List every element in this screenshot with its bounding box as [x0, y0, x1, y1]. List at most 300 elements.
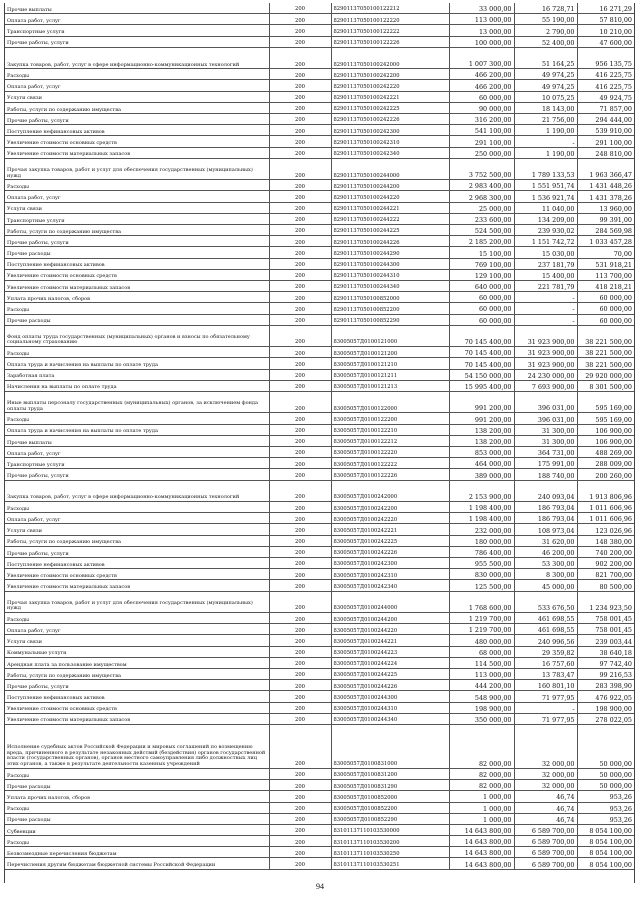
- row-budget-code: 82901137050100244222: [331, 213, 449, 224]
- row-line-code: 200: [269, 535, 331, 546]
- row-line-code: 200: [269, 380, 331, 391]
- row-budget-code: 82901137050100242300: [331, 125, 449, 136]
- row-executed-amount: 11 040,00: [514, 202, 577, 213]
- row-budget-code: 83005057Д0100242226: [331, 546, 449, 557]
- row-budget-code: 83005057Д0100242310: [331, 569, 449, 580]
- row-unexecuted-amount: 1 963 366,47: [577, 158, 634, 180]
- row-budget-code: 83005057Д0100852000: [331, 791, 449, 802]
- row-approved-amount: 316 200,00: [449, 114, 514, 125]
- row-budget-code: 83005057Д0100244223: [331, 646, 449, 657]
- row-name: Увеличение стоимости основных средств: [5, 569, 269, 580]
- row-name: Оплата работ, услуг: [5, 447, 269, 458]
- table-row: [5, 36, 634, 47]
- row-approved-amount: 138 200,00: [449, 424, 514, 435]
- row-budget-code: 82901137050100242340: [331, 147, 449, 158]
- row-name: Расходы: [5, 413, 269, 424]
- row-name: Прочие выплаты: [5, 435, 269, 446]
- row-line-code: 200: [269, 768, 331, 779]
- row-approved-amount: 466 200,00: [449, 80, 514, 91]
- row-unexecuted-amount: 956 135,75: [577, 47, 634, 69]
- row-line-code: 200: [269, 624, 331, 635]
- table-row: [5, 314, 634, 325]
- table-row: [5, 191, 634, 202]
- row-line-code: 200: [269, 314, 331, 325]
- row-executed-amount: -: [514, 292, 577, 303]
- row-unexecuted-amount: 416 225,75: [577, 80, 634, 91]
- row-executed-amount: 240 996,56: [514, 635, 577, 646]
- row-executed-amount: 29 359,82: [514, 646, 577, 657]
- table-row: [5, 847, 634, 858]
- row-line-code: 200: [269, 691, 331, 702]
- row-name: Поступление нефинансовых активов: [5, 258, 269, 269]
- row-approved-amount: 14 643 800,00: [449, 824, 514, 835]
- table-row: [5, 724, 634, 768]
- row-unexecuted-amount: 38 221 500,00: [577, 325, 634, 347]
- table-row: [5, 158, 634, 180]
- row-executed-amount: 31 300,00: [514, 424, 577, 435]
- row-name: Поступление нефинансовых активов: [5, 558, 269, 569]
- table-row: [5, 613, 634, 624]
- row-executed-amount: 186 793,04: [514, 513, 577, 524]
- row-executed-amount: 1 190,00: [514, 125, 577, 136]
- row-name: Услуги связи: [5, 635, 269, 646]
- row-unexecuted-amount: 70,00: [577, 247, 634, 258]
- row-line-code: 200: [269, 836, 331, 847]
- row-executed-amount: 1 151 742,72: [514, 236, 577, 247]
- row-name: Прочие расходы: [5, 247, 269, 258]
- table-row: [5, 236, 634, 247]
- row-budget-code: 83005057Д0100242220: [331, 513, 449, 524]
- row-unexecuted-amount: 8 054 100,00: [577, 836, 634, 847]
- row-name: Оплата работ, услуг: [5, 14, 269, 25]
- row-name: Прочие расходы: [5, 314, 269, 325]
- row-budget-code: 82901137050100242200: [331, 69, 449, 80]
- row-budget-code: 83005057Д0100242221: [331, 524, 449, 535]
- row-executed-amount: 461 698,55: [514, 624, 577, 635]
- table-row: [5, 147, 634, 158]
- row-line-code: 200: [269, 358, 331, 369]
- table-row: [5, 69, 634, 80]
- row-approved-amount: 350 000,00: [449, 713, 514, 724]
- row-approved-amount: 82 000,00: [449, 724, 514, 768]
- row-name: Прочие работы, услуги: [5, 546, 269, 557]
- row-name: Работы, услуги по содержанию имущества: [5, 102, 269, 113]
- row-approved-amount: 1 198 400,00: [449, 513, 514, 524]
- row-line-code: 200: [269, 247, 331, 258]
- row-line-code: 200: [269, 91, 331, 102]
- row-name: Оплата работ, услуг: [5, 513, 269, 524]
- row-name: Прочие расходы: [5, 780, 269, 791]
- row-budget-code: 82901137050100244200: [331, 180, 449, 191]
- row-line-code: 200: [269, 303, 331, 314]
- row-budget-code: 83005057Д0100831000: [331, 724, 449, 768]
- row-name: Увеличение стоимости основных средств: [5, 702, 269, 713]
- row-name: Прочие выплаты: [5, 3, 269, 14]
- row-budget-code: 82901137050100242226: [331, 114, 449, 125]
- row-line-code: 200: [269, 469, 331, 480]
- row-approved-amount: 1 000,00: [449, 791, 514, 802]
- table-row: [5, 347, 634, 358]
- row-name: Расходы: [5, 303, 269, 314]
- table-row: [5, 524, 634, 535]
- row-line-code: 200: [269, 14, 331, 25]
- table-row: [5, 80, 634, 91]
- row-line-code: 200: [269, 680, 331, 691]
- row-name: Оплата работ, услуг: [5, 191, 269, 202]
- row-budget-code: 83005057Д0100244300: [331, 691, 449, 702]
- row-name: Коммунальные услуги: [5, 646, 269, 657]
- row-budget-code: 83005057Д0100244200: [331, 613, 449, 624]
- table-row: [5, 358, 634, 369]
- row-unexecuted-amount: 239 003,44: [577, 635, 634, 646]
- row-unexecuted-amount: 148 380,00: [577, 535, 634, 546]
- row-executed-amount: 240 093,04: [514, 480, 577, 502]
- row-budget-code: 83005057Д0100242300: [331, 558, 449, 569]
- row-budget-code: 83005057Д0100122222: [331, 458, 449, 469]
- table-row: [5, 580, 634, 591]
- row-name: Прочие работы, услуги: [5, 36, 269, 47]
- row-approved-amount: 82 000,00: [449, 780, 514, 791]
- row-executed-amount: 13 783,47: [514, 669, 577, 680]
- row-unexecuted-amount: 278 022,05: [577, 713, 634, 724]
- row-approved-amount: 180 000,00: [449, 535, 514, 546]
- row-line-code: 200: [269, 580, 331, 591]
- row-line-code: 200: [269, 646, 331, 657]
- row-line-code: 200: [269, 80, 331, 91]
- row-budget-code: 82901137050100852290: [331, 314, 449, 325]
- row-budget-code: 83005057Д0100242340: [331, 580, 449, 591]
- row-unexecuted-amount: 13 960,00: [577, 202, 634, 213]
- row-name: Прочая закупка товаров, работ и услуг для обеспечения государственных (муниципальных) нужд: [5, 591, 269, 613]
- row-name: Оплата труда и начисления на выплаты по оплате труда: [5, 424, 269, 435]
- row-unexecuted-amount: 248 810,00: [577, 147, 634, 158]
- row-line-code: 200: [269, 502, 331, 513]
- row-approved-amount: 60 000,00: [449, 292, 514, 303]
- budget-execution-table: [5, 3, 634, 870]
- row-line-code: 200: [269, 702, 331, 713]
- row-unexecuted-amount: 71 857,00: [577, 102, 634, 113]
- row-unexecuted-amount: 80 500,00: [577, 580, 634, 591]
- row-approved-amount: 100 000,00: [449, 36, 514, 47]
- row-line-code: 200: [269, 347, 331, 358]
- table-row: [5, 836, 634, 847]
- row-executed-amount: 239 930,02: [514, 225, 577, 236]
- row-executed-amount: 6 589 700,00: [514, 824, 577, 835]
- row-budget-code: 82901137050100852000: [331, 292, 449, 303]
- row-budget-code: 83005057Д0100831200: [331, 768, 449, 779]
- row-name: Исполнение судебных актов Российской Федерации и мировых соглашений по возмещению вреда, причиненного в результате незаконных действий (бездействия) органов государственной власти (государственных органов), органов местного самоуправления либо должностных лиц этих органов, а также в результате деятельности казенных учреждений: [5, 724, 269, 768]
- row-budget-code: 82901137050100122220: [331, 14, 449, 25]
- row-unexecuted-amount: 1 234 923,50: [577, 591, 634, 613]
- row-approved-amount: 541 100,00: [449, 125, 514, 136]
- table-row: [5, 247, 634, 258]
- row-line-code: 200: [269, 180, 331, 191]
- row-unexecuted-amount: 60 000,00: [577, 314, 634, 325]
- table-row: [5, 447, 634, 458]
- row-budget-code: 83005057Д0100122220: [331, 447, 449, 458]
- table-row: [5, 14, 634, 25]
- row-name: Закупка товаров, работ, услуг в сфере информационно-коммуникационных технологий: [5, 480, 269, 502]
- row-executed-amount: 108 973,04: [514, 524, 577, 535]
- row-budget-code: 83005057Д0100242225: [331, 535, 449, 546]
- row-line-code: 200: [269, 858, 331, 869]
- row-line-code: 200: [269, 435, 331, 446]
- row-executed-amount: 364 731,00: [514, 447, 577, 458]
- table-body: [5, 3, 634, 869]
- row-unexecuted-amount: 99 216,53: [577, 669, 634, 680]
- row-executed-amount: 52 400,00: [514, 36, 577, 47]
- table-row: [5, 791, 634, 802]
- row-budget-code: 83005057Д0100244225: [331, 669, 449, 680]
- row-line-code: 200: [269, 524, 331, 535]
- row-approved-amount: 853 000,00: [449, 447, 514, 458]
- row-line-code: 200: [269, 813, 331, 824]
- row-name: Расходы: [5, 180, 269, 191]
- row-budget-code: 83005057Д0100852200: [331, 802, 449, 813]
- table-row: [5, 802, 634, 813]
- row-line-code: 200: [269, 424, 331, 435]
- row-approved-amount: 1 219 700,00: [449, 613, 514, 624]
- row-executed-amount: 24 230 000,00: [514, 369, 577, 380]
- row-line-code: 200: [269, 458, 331, 469]
- row-name: Прочая закупка товаров, работ и услуг для обеспечения государственных (муниципальных) нужд: [5, 158, 269, 180]
- row-name: Уплата прочих налогов, сборов: [5, 292, 269, 303]
- row-unexecuted-amount: 123 026,96: [577, 524, 634, 535]
- row-name: Увеличение стоимости материальных запасов: [5, 580, 269, 591]
- row-executed-amount: 16 757,60: [514, 657, 577, 668]
- row-unexecuted-amount: 106 900,00: [577, 424, 634, 435]
- row-line-code: 200: [269, 147, 331, 158]
- row-approved-amount: 14 643 800,00: [449, 836, 514, 847]
- row-unexecuted-amount: 953,26: [577, 813, 634, 824]
- row-line-code: 200: [269, 258, 331, 269]
- row-executed-amount: 1 190,00: [514, 147, 577, 158]
- row-budget-code: 82901137050100242221: [331, 91, 449, 102]
- row-approved-amount: 250 000,00: [449, 147, 514, 158]
- row-approved-amount: 14 643 800,00: [449, 847, 514, 858]
- row-unexecuted-amount: 531 918,21: [577, 258, 634, 269]
- row-unexecuted-amount: 488 269,00: [577, 447, 634, 458]
- row-budget-code: 83005057Д0100244220: [331, 624, 449, 635]
- row-name: Заработная плата: [5, 369, 269, 380]
- row-executed-amount: 396 031,00: [514, 391, 577, 413]
- row-approved-amount: 90 000,00: [449, 102, 514, 113]
- row-executed-amount: 46,74: [514, 802, 577, 813]
- row-executed-amount: 396 031,00: [514, 413, 577, 424]
- row-line-code: 200: [269, 292, 331, 303]
- row-name: Начисления на выплаты по оплате труда: [5, 380, 269, 391]
- row-name: Прочие работы, услуги: [5, 469, 269, 480]
- row-approved-amount: 15 995 400,00: [449, 380, 514, 391]
- row-budget-code: 82901137050100244220: [331, 191, 449, 202]
- row-name: Расходы: [5, 347, 269, 358]
- row-approved-amount: 1 198 400,00: [449, 502, 514, 513]
- row-approved-amount: 25 000,00: [449, 202, 514, 213]
- row-executed-amount: 160 801,10: [514, 680, 577, 691]
- row-budget-code: 83005057Д0100242000: [331, 480, 449, 502]
- table-row: [5, 768, 634, 779]
- row-approved-amount: 70 145 400,00: [449, 347, 514, 358]
- row-unexecuted-amount: 8 054 100,00: [577, 824, 634, 835]
- row-line-code: 200: [269, 669, 331, 680]
- row-approved-amount: 33 000,00: [449, 3, 514, 14]
- row-line-code: 200: [269, 125, 331, 136]
- row-approved-amount: 991 200,00: [449, 391, 514, 413]
- row-approved-amount: 640 000,00: [449, 280, 514, 291]
- row-line-code: 200: [269, 102, 331, 113]
- row-executed-amount: 32 000,00: [514, 780, 577, 791]
- row-approved-amount: 1 007 300,00: [449, 47, 514, 69]
- row-executed-amount: 49 974,25: [514, 69, 577, 80]
- row-executed-amount: 31 923 900,00: [514, 325, 577, 347]
- table-row: [5, 702, 634, 713]
- row-line-code: 200: [269, 391, 331, 413]
- row-unexecuted-amount: 57 810,00: [577, 14, 634, 25]
- table-row: [5, 535, 634, 546]
- row-name: Прочие работы, услуги: [5, 236, 269, 247]
- row-budget-code: 83005057Д0100122212: [331, 435, 449, 446]
- row-unexecuted-amount: 113 700,00: [577, 269, 634, 280]
- row-approved-amount: 198 900,00: [449, 702, 514, 713]
- row-approved-amount: 113 000,00: [449, 669, 514, 680]
- row-executed-amount: -: [514, 314, 577, 325]
- row-executed-amount: 71 977,95: [514, 713, 577, 724]
- table-row: [5, 125, 634, 136]
- row-line-code: 200: [269, 280, 331, 291]
- row-unexecuted-amount: 50 000,00: [577, 780, 634, 791]
- row-line-code: 200: [269, 47, 331, 69]
- row-approved-amount: 548 900,00: [449, 691, 514, 702]
- row-unexecuted-amount: 902 200,00: [577, 558, 634, 569]
- table-row: [5, 513, 634, 524]
- row-budget-code: 82901137050100852200: [331, 303, 449, 314]
- row-executed-amount: 1 789 133,53: [514, 158, 577, 180]
- row-executed-amount: 45 000,00: [514, 580, 577, 591]
- row-line-code: 200: [269, 802, 331, 813]
- row-approved-amount: 54 150 000,00: [449, 369, 514, 380]
- table-row: [5, 3, 634, 14]
- table-row: [5, 292, 634, 303]
- row-unexecuted-amount: 38 640,18: [577, 646, 634, 657]
- table-row: [5, 591, 634, 613]
- row-line-code: 200: [269, 25, 331, 36]
- row-line-code: 200: [269, 369, 331, 380]
- row-budget-code: 83005057Д0100122210: [331, 424, 449, 435]
- row-approved-amount: 1 000,00: [449, 813, 514, 824]
- row-executed-amount: 6 589 700,00: [514, 847, 577, 858]
- row-approved-amount: 125 500,00: [449, 580, 514, 591]
- row-executed-amount: 221 781,79: [514, 280, 577, 291]
- row-unexecuted-amount: 49 924,75: [577, 91, 634, 102]
- row-approved-amount: 3 752 500,00: [449, 158, 514, 180]
- row-unexecuted-amount: 38 221 500,00: [577, 358, 634, 369]
- row-line-code: 200: [269, 447, 331, 458]
- row-budget-code: 83005057Д0100244226: [331, 680, 449, 691]
- row-budget-code: 82901137050100244225: [331, 225, 449, 236]
- row-budget-code: 82901137050100244290: [331, 247, 449, 258]
- row-name: Работы, услуги по содержанию имущества: [5, 669, 269, 680]
- row-unexecuted-amount: 758 001,45: [577, 613, 634, 624]
- row-name: Увеличение стоимости материальных запасов: [5, 147, 269, 158]
- row-executed-amount: 533 676,50: [514, 591, 577, 613]
- row-budget-code: 82901137050100244310: [331, 269, 449, 280]
- row-budget-code: 83005057Д0100242200: [331, 502, 449, 513]
- table-row: [5, 469, 634, 480]
- row-budget-code: 83005057Д0100121211: [331, 369, 449, 380]
- row-name: Услуги связи: [5, 524, 269, 535]
- row-unexecuted-amount: 291 100,00: [577, 136, 634, 147]
- row-approved-amount: 830 000,00: [449, 569, 514, 580]
- row-budget-code: 83005057Д0100121000: [331, 325, 449, 347]
- row-unexecuted-amount: 283 398,90: [577, 680, 634, 691]
- row-budget-code: 83101137110103530250: [331, 847, 449, 858]
- row-approved-amount: 138 200,00: [449, 435, 514, 446]
- row-executed-amount: 461 698,55: [514, 613, 577, 624]
- row-budget-code: 82901137050100244226: [331, 236, 449, 247]
- row-line-code: 200: [269, 325, 331, 347]
- row-approved-amount: 291 100,00: [449, 136, 514, 147]
- row-unexecuted-amount: 595 169,00: [577, 391, 634, 413]
- row-budget-code: 82901137050100242225: [331, 102, 449, 113]
- row-line-code: 200: [269, 191, 331, 202]
- table-row: [5, 780, 634, 791]
- row-budget-code: 83005057Д0100122000: [331, 391, 449, 413]
- row-line-code: 200: [269, 158, 331, 180]
- row-approved-amount: 60 000,00: [449, 91, 514, 102]
- row-unexecuted-amount: 758 001,45: [577, 624, 634, 635]
- row-budget-code: 82901137050100122212: [331, 3, 449, 14]
- row-budget-code: 82901137050100122226: [331, 36, 449, 47]
- row-approved-amount: 113 000,00: [449, 14, 514, 25]
- table-row: [5, 269, 634, 280]
- table-row: [5, 303, 634, 314]
- row-unexecuted-amount: 60 000,00: [577, 303, 634, 314]
- row-name: Закупка товаров, работ, услуг в сфере информационно-коммуникационных технологий: [5, 47, 269, 69]
- row-executed-amount: 46 200,00: [514, 546, 577, 557]
- row-unexecuted-amount: 953,26: [577, 791, 634, 802]
- row-budget-code: 83101137110103530251: [331, 858, 449, 869]
- row-unexecuted-amount: 1 011 606,96: [577, 502, 634, 513]
- row-executed-amount: 31 923 900,00: [514, 347, 577, 358]
- row-executed-amount: 31 923 900,00: [514, 358, 577, 369]
- row-name: Услуги связи: [5, 202, 269, 213]
- row-name: Работы, услуги по содержанию имущества: [5, 535, 269, 546]
- row-name: Арендная плата за пользование имуществом: [5, 657, 269, 668]
- row-executed-amount: 186 793,04: [514, 502, 577, 513]
- table-row: [5, 258, 634, 269]
- row-unexecuted-amount: 50 000,00: [577, 724, 634, 768]
- row-line-code: 200: [269, 69, 331, 80]
- row-executed-amount: -: [514, 136, 577, 147]
- row-line-code: 200: [269, 546, 331, 557]
- row-executed-amount: 134 209,00: [514, 213, 577, 224]
- table-row: [5, 25, 634, 36]
- row-executed-amount: 31 620,00: [514, 535, 577, 546]
- row-name: Транспортные услуги: [5, 213, 269, 224]
- row-unexecuted-amount: 740 200,00: [577, 546, 634, 557]
- row-line-code: 200: [269, 724, 331, 768]
- row-name: Уплата прочих налогов, сборов: [5, 791, 269, 802]
- row-name: Расходы: [5, 502, 269, 513]
- report-page: [4, 3, 635, 883]
- row-executed-amount: 10 075,25: [514, 91, 577, 102]
- row-approved-amount: 389 000,00: [449, 469, 514, 480]
- row-executed-amount: 2 790,00: [514, 25, 577, 36]
- row-name: Иные выплаты персоналу государственных (муниципальных) органов, за исключением фонда оплаты труда: [5, 391, 269, 413]
- row-executed-amount: 237 181,79: [514, 258, 577, 269]
- row-unexecuted-amount: 294 444,00: [577, 114, 634, 125]
- table-row: [5, 657, 634, 668]
